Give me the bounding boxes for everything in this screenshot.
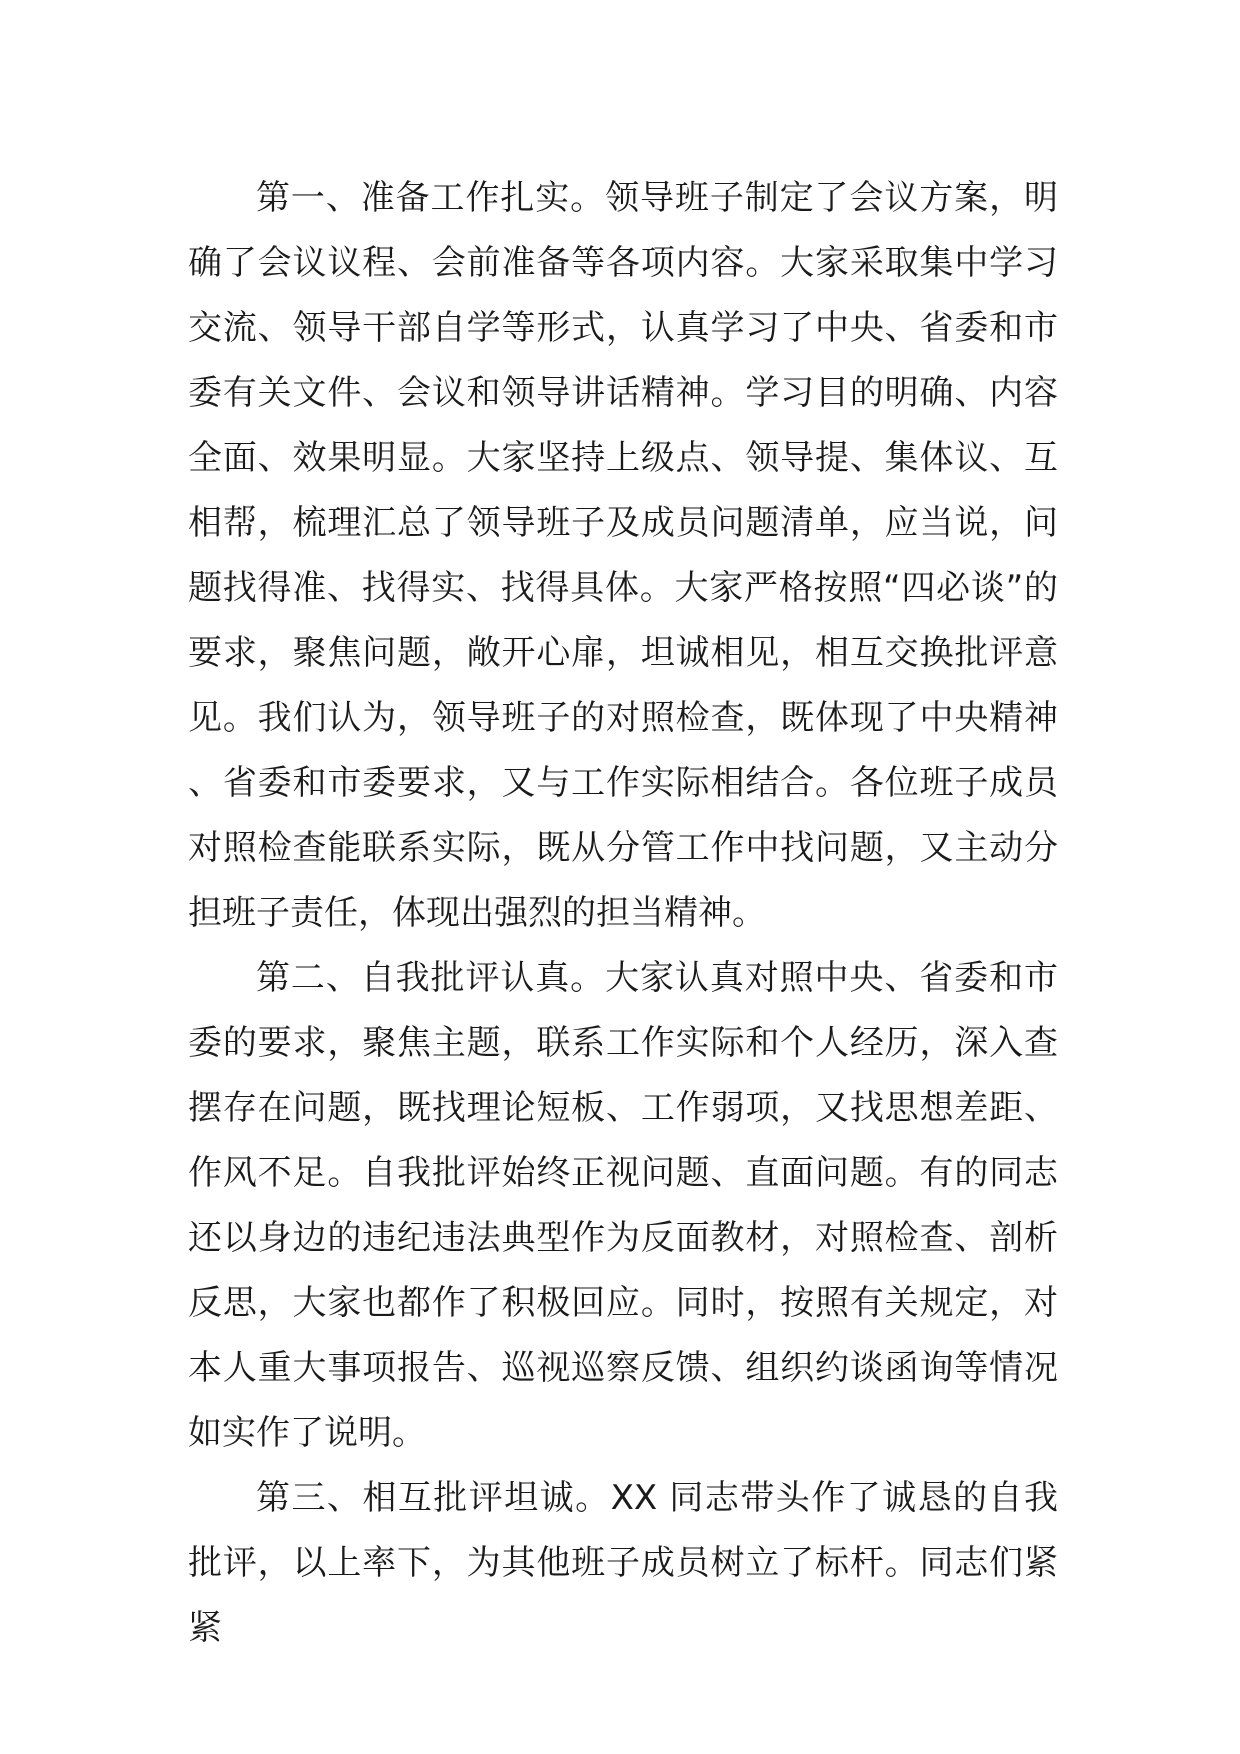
- paragraph-self-criticism: 第二、自我批评认真。大家认真对照中央、省委和市委的要求，聚焦主题，联系工作实际和个人经历，深入查摆存在问题，既找理论短板、工作弱项，又找思想差距、作风不足。自我批评始终正视问题、直面问题。有的同志还以身边的违纪违法典型作为反面教材，对照检查、剖析反思，大家也都作了积极回应。同时，按照有关规定，对本人重大事项报告、巡视巡察反馈、组织约谈函询等情况如实作了说明。: [188, 958, 1058, 1453]
- paragraph-preparation: 第一、准备工作扎实。领导班子制定了会议方案，明确了会议议程、会前准备等各项内容。大家采取集中学习交流、领导干部自学等形式，认真学习了中央、省委和市委有关文件、会议和领导讲话精神。学习目的明确、内容全面、效果明显。大家坚持上级点、领导提、集体议、互相帮，梳理汇总了领导班子及成员问题清单，应当说，问题找得准、找得实、找得具体。大家严格按照“四必谈”的要求，聚焦问题，敞开心扉，坦诚相见，相互交换批评意见。我们认为，领导班子的对照检查，既体现了中央精神、省委和市委要求，又与工作实际相结合。各位班子成员对照检查能联系实际，既从分管工作中找问题，又主动分担班子责任，体现出强烈的担当精神。: [188, 178, 1058, 933]
- document-body: [188, 166, 1058, 1661]
- paragraph-mutual-criticism: 第三、相互批评坦诚。XX 同志带头作了诚恳的自我批评，以上率下，为其他班子成员树立了标杆。同志们紧紧: [188, 1478, 1058, 1648]
